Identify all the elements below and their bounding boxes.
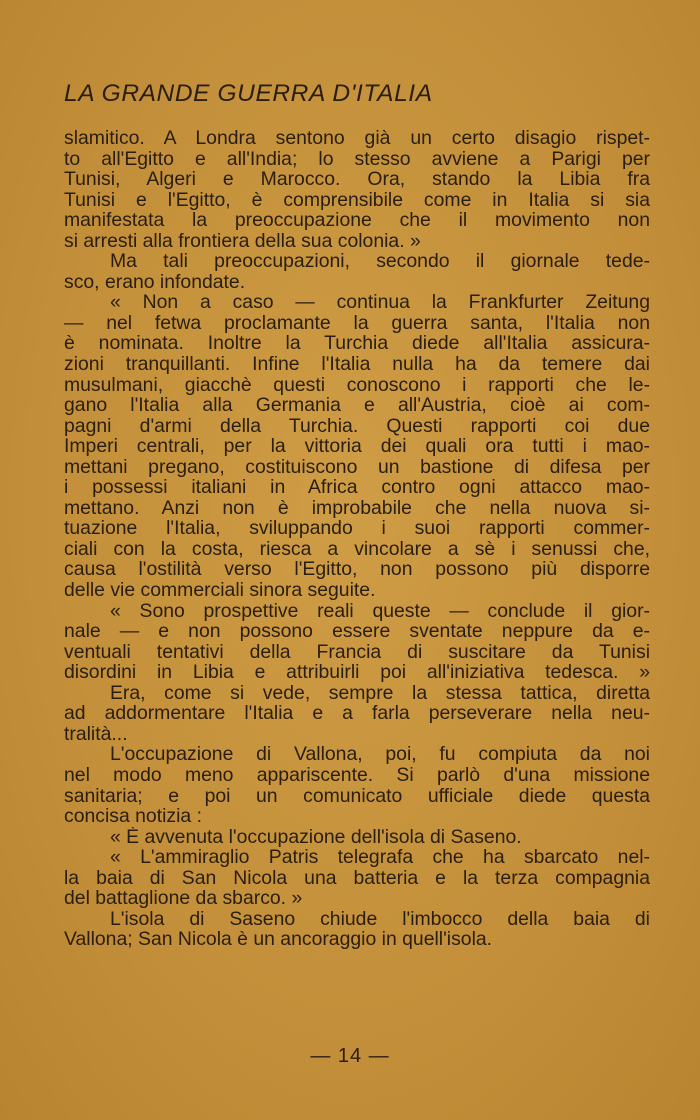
text-line: slamitico. A Londra sentono già un certo disagio rispet- [64,128,650,149]
body-text [64,128,650,950]
text-line: pagni d'armi della Turchia. Questi rapporti coi due [64,415,650,437]
text-line: si arresti alla frontiera della sua colonia. » [64,230,421,252]
text-line: gano l'Italia alla Germania e all'Austria, cioè ai com- [64,395,650,416]
text-line: delle vie commerciali sinora seguite. [64,580,376,601]
text-line: Vallona; San Nicola è un ancoraggio in quell'isola. [64,929,493,950]
running-head: LA GRANDE GUERRA D'ITALIA [64,80,433,107]
text-line: Tunisi e l'Egitto, è comprensibile come in Italia si sia [64,189,650,211]
text-line: zioni tranquillanti. Infine l'Italia nulla ha da temere dai [64,354,650,375]
text-line: to all'Egitto e all'India; lo stesso avviene a Parigi per [64,148,650,170]
text-line: Imperi centrali, per la vittoria dei quali ora tutti i mao- [64,436,650,457]
page-number: — 14 — [310,1045,390,1067]
text-line: musulmani, giacchè questi conoscono i rapporti che le- [64,374,650,396]
text-line: Tunisi, Algeri e Marocco. Ora, stando la Libia fra [64,169,650,190]
text-line: ventuali tentativi della Francia di suscitare da Tunisi [64,641,650,663]
text-line: sco, erano infondate. [64,271,246,293]
text-line: manifestata la preoccupazione che il movimento non [64,210,650,231]
text-line: i possessi italiani in Africa contro ogni attacco mao- [64,477,650,498]
text-line: L'occupazione di Vallona, poi, fu compiuta da noi [110,744,650,765]
text-line: nel modo meno appariscente. Si parlò d'una missione [64,764,650,786]
text-line: « L'ammiraglio Patris telegrafa che ha sbarcato nel- [110,847,650,868]
text-line: disordini in Libia e attribuirli poi all'iniziativa tedesca. » [64,662,650,683]
text-line: ad addormentare l'Italia e a farla perseverare nella neu- [64,703,650,724]
text-line: mettano. Anzi non è improbabile che nella nuova si- [64,497,650,519]
text-line: L'isola di Saseno chiude l'imbocco della baia di [110,908,650,930]
text-line: concisa notizia : [64,806,202,827]
text-line: « Non a caso — continua la Frankfurter Zeitung [110,292,650,313]
text-line: la baia di San Nicola una batteria e la terza compagnia [64,867,650,889]
text-line: tralità... [64,723,128,745]
text-line: del battaglione da sbarco. » [64,888,303,909]
text-line: « È avvenuta l'occupazione dell'isola di Saseno. [110,826,522,848]
text-line: Ma tali preoccupazioni, secondo il giornale tede- [110,251,650,272]
text-line: sanitaria; e poi un comunicato ufficiale diede questa [64,785,650,807]
text-line: « Sono prospettive reali queste — conclude il gior- [110,600,650,622]
text-line: — nel fetwa proclamante la guerra santa, l'Italia non [64,312,650,334]
text-line: causa l'ostilità verso l'Egitto, non possono più disporre [64,559,650,581]
text-line: mettani pregano, costituiscono un bastione di difesa per [64,456,650,478]
text-line: è nominata. Inoltre la Turchia diede all'Italia assicura- [64,333,650,355]
text-line: tuazione l'Italia, sviluppando i suoi rapporti commer- [64,518,650,539]
text-line: nale — e non possono essere sventate neppure da e- [64,621,650,642]
text-line: Era, come si vede, sempre la stessa tattica, diretta [110,682,650,704]
text-line: ciali con la costa, riesca a vincolare a sè i senussi che, [64,538,650,560]
